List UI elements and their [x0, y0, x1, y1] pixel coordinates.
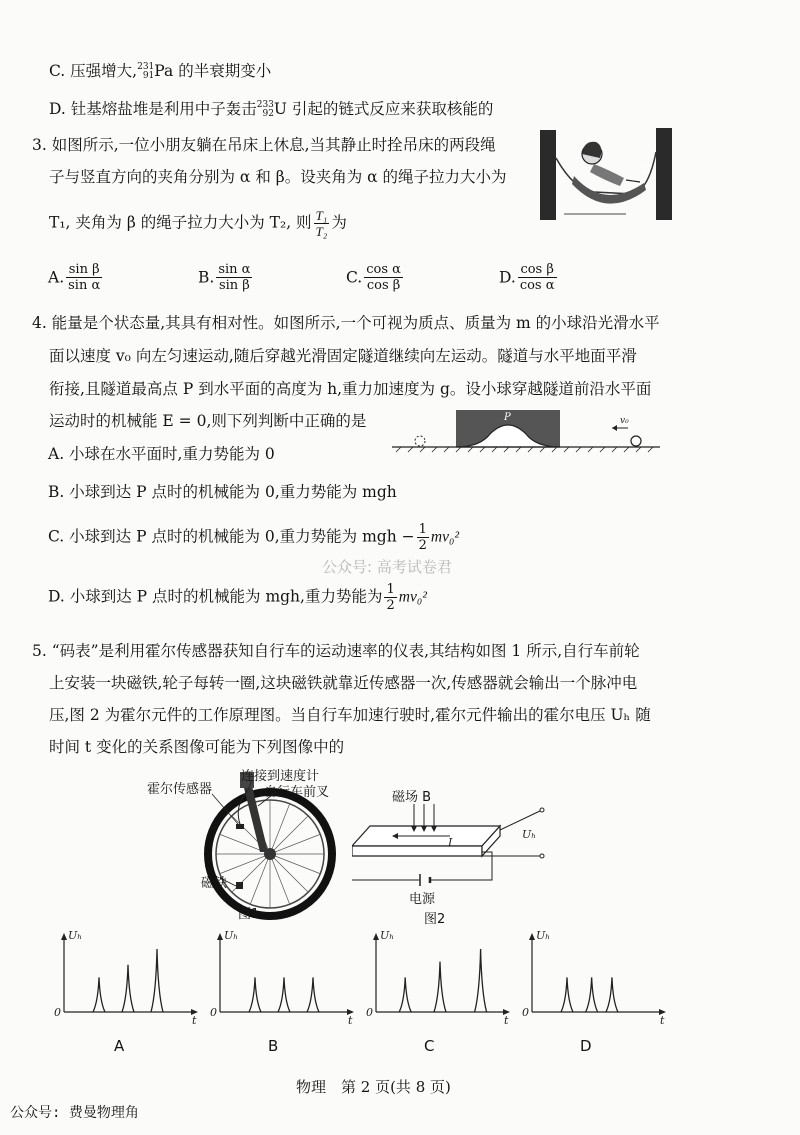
option-d-end: 引起的链式反应来获取核能的 — [287, 100, 494, 118]
graph-D-pulse — [561, 977, 573, 1012]
q3-option-b-label: B. — [198, 268, 215, 287]
graph-A-y-label: Uₕ — [68, 930, 83, 942]
hall-voltage-label: Uₕ — [522, 828, 537, 841]
q4-option-a: A. 小球在水平面时,重力势能为 0 — [48, 445, 275, 463]
q3-option-a-fraction — [66, 262, 102, 293]
q4-option-d-fraction — [384, 582, 396, 613]
q3-option-c-num: cos α — [366, 262, 401, 277]
q3-ratio-den: T₂ — [315, 224, 328, 239]
graph-B-y-arrow-icon — [217, 933, 223, 940]
q4-option-d-text: D. 小球到达 P 点时的机械能为 mgh,重力势能为 — [48, 587, 383, 606]
q3-line3-end: 为 — [331, 213, 347, 232]
q4-line3: 衔接,且隧道最高点 P 到水平面的高度为 h,重力加速度为 g。设小球穿越隧道前沿水平面 — [49, 380, 652, 398]
child-leg-icon — [626, 180, 640, 182]
isotope-pa-number: 91 — [142, 71, 155, 81]
angle-beta-label: β — [642, 165, 648, 176]
q4-option-d-end: mv₀² — [398, 588, 427, 606]
q3-line2: 子与竖直方向的夹角分别为 α 和 β。设夹角为 α 的绳子拉力大小为 — [49, 168, 507, 186]
hall-sensor-icon — [236, 824, 244, 829]
q5-line1: 5. “码表”是利用霍尔传感器获知自行车的运动速率的仪表,其结构如图 1 所示,自行车前轮 — [32, 642, 640, 660]
graph-a-label: A — [114, 1037, 125, 1055]
isotope-pa-symbol: Pa — [154, 62, 174, 80]
graph-A-pulse — [151, 949, 163, 1012]
graph-C-x-label: t — [504, 1014, 509, 1027]
q4-line1: 4. 能量是个状态量,其具有相对性。如图所示,一个可视为质点、质量为 m 的小球沿光滑水平 — [32, 314, 660, 332]
current-label: I — [448, 836, 453, 849]
speedometer-connection-label: 连接到速度计 — [241, 769, 320, 784]
q3-option-d-den: cos α — [519, 278, 555, 293]
q3-option-d-num: cos β — [518, 262, 557, 278]
right-tree-trunk — [656, 128, 672, 220]
hammock-figure — [534, 128, 676, 223]
graph-D-pulse — [606, 977, 618, 1012]
q4-line2: 面以速度 v₀ 向左匀速运动,随后穿越光滑固定隧道继续向左运动。隧道与水平地面平滑 — [49, 347, 637, 365]
q4-option-d-num: 1 — [386, 582, 395, 597]
graph-D-pulse — [586, 977, 598, 1012]
q3-option-b-num: sin α — [218, 262, 251, 277]
watermark-middle: 公众号: 高考试卷君 — [322, 558, 452, 576]
q3-line3-text: T₁, 夹角为 β 的绳子拉力大小为 T₂, 则 — [49, 213, 312, 232]
isotope-u-number: 92 — [262, 109, 274, 119]
voltage-time-graphs — [50, 930, 710, 1030]
graph-C-y-arrow-icon — [373, 933, 379, 940]
q3-option-c-fraction — [364, 262, 403, 293]
graph-A-y-arrow-icon — [61, 933, 67, 940]
q4-line4: 运动时的机械能 E = 0,则下列判断中正确的是 — [49, 412, 367, 430]
isotope-pa-mass: 231 — [137, 62, 155, 72]
isotope-u-symbol: U — [273, 100, 287, 118]
option-d-line — [49, 98, 493, 120]
graph-B-origin-label: 0 — [210, 1006, 217, 1019]
q3-line3 — [49, 208, 347, 239]
q4-option-c-end: mv₀² — [430, 528, 459, 546]
graph-B-pulse — [249, 977, 261, 1012]
q4-option-d — [48, 582, 427, 613]
velocity-label: v₀ — [620, 416, 629, 426]
watermark-bottom: 公众号: 费曼物理角 — [10, 1105, 139, 1121]
q4-option-c-fraction — [417, 522, 429, 553]
q3-option-a-num: sin β — [66, 262, 102, 278]
isotope-pa-numbers — [137, 63, 154, 81]
left-tree-trunk — [540, 130, 556, 220]
power-supply-label: 电源 — [409, 892, 436, 907]
terminal-top-icon — [540, 808, 544, 812]
q4-option-d-den: 2 — [386, 598, 395, 613]
option-c-end: 的半衰期变小 — [173, 62, 272, 80]
tunnel-point-p-label: P — [504, 412, 511, 423]
page-number: 物理 第 2 页(共 8 页) — [296, 1078, 451, 1096]
magnet-label: 磁铁 — [201, 876, 228, 891]
q3-option-d — [499, 262, 559, 293]
isotope-u-numbers — [257, 101, 274, 119]
graph-B-pulse — [278, 977, 290, 1012]
graph-D-origin-label: 0 — [522, 1006, 529, 1019]
magnet-icon — [236, 882, 243, 889]
q3-option-b — [198, 262, 254, 293]
hall-sensor-label: 霍尔传感器 — [147, 782, 213, 797]
q3-option-b-fraction — [216, 262, 252, 293]
ball-icon — [631, 436, 641, 446]
option-c-line — [49, 60, 271, 82]
graph-d-label: D — [580, 1037, 592, 1055]
graph-C-pulse — [399, 977, 411, 1012]
graph-D-y-label: Uₕ — [536, 930, 551, 942]
option-c-text: C. 压强增大, — [49, 62, 138, 80]
q4-option-c-den: 2 — [418, 538, 427, 553]
q3-ratio-fraction — [314, 208, 330, 239]
graph-A-pulse — [122, 965, 134, 1012]
figure2-caption: 图2 — [424, 912, 446, 927]
q3-option-d-label: D. — [499, 268, 516, 287]
isotope-u-mass: 233 — [256, 100, 274, 110]
q4-option-b: B. 小球到达 P 点时的机械能为 0,重力势能为 mgh — [48, 483, 397, 501]
q3-option-d-fraction — [518, 262, 557, 293]
q3-option-c — [346, 262, 405, 293]
graph-D-y-arrow-icon — [529, 933, 535, 940]
graph-C-pulse — [434, 962, 446, 1012]
q3-option-a-label: A. — [48, 268, 65, 287]
q5-line4: 时间 t 变化的关系图像可能为下列图像中的 — [49, 738, 345, 756]
option-d-text: D. 钍基熔盐堆是利用中子轰击 — [49, 100, 257, 118]
q4-option-c — [48, 522, 459, 553]
terminal-bottom-icon — [540, 854, 544, 858]
graph-B-x-label: t — [348, 1014, 353, 1027]
tunnel-figure — [390, 406, 665, 458]
figure1-caption: 图1 — [238, 907, 260, 922]
front-fork-label: 自行车前叉 — [264, 785, 330, 800]
q3-line1: 3. 如图所示,一位小朋友躺在吊床上休息,当其静止时拴吊床的两段绳 — [32, 136, 496, 154]
hall-plate-front — [352, 846, 482, 856]
q5-line2: 上安装一块磁铁,轮子每转一圈,这块磁铁就靠近传感器一次,传感器就会输出一个脉冲电 — [49, 674, 638, 692]
q4-option-c-num: 1 — [418, 522, 427, 537]
child-body-icon — [590, 164, 624, 186]
q3-option-c-den: cos β — [366, 278, 401, 293]
magnetic-field-label: 磁场 B — [392, 790, 432, 805]
q3-option-b-den: sin β — [218, 278, 250, 293]
graph-C-y-label: Uₕ — [380, 930, 395, 942]
graph-B-pulse — [307, 977, 319, 1012]
graph-A-x-label: t — [192, 1014, 197, 1027]
q3-ratio-num: T₁ — [315, 208, 328, 223]
graph-b-label: B — [268, 1037, 279, 1055]
graph-C-pulse — [475, 949, 487, 1012]
voltage-lead-top — [500, 810, 542, 830]
angle-alpha-label: α — [560, 175, 567, 186]
velocity-arrowhead-icon — [612, 425, 617, 431]
graph-D-x-label: t — [660, 1014, 665, 1027]
q3-option-a — [48, 262, 104, 293]
graph-B-y-label: Uₕ — [224, 930, 239, 942]
q4-option-c-text: C. 小球到达 P 点时的机械能为 0,重力势能为 mgh − — [48, 527, 415, 546]
graph-A-origin-label: 0 — [54, 1006, 61, 1019]
ground-hatch — [396, 447, 653, 452]
q3-option-c-label: C. — [346, 268, 363, 287]
graph-c-label: C — [424, 1037, 435, 1055]
hall-element-figure — [352, 790, 552, 900]
q5-line3: 压,图 2 为霍尔元件的工作原理图。当自行车加速行驶时,霍尔元件输出的霍尔电压 Uₕ 随 — [49, 706, 651, 724]
q3-option-a-den: sin α — [68, 278, 101, 293]
ball-final-position-icon — [415, 436, 425, 446]
graph-C-origin-label: 0 — [366, 1006, 373, 1019]
hammock-knot-icon — [643, 179, 646, 182]
graph-A-pulse — [93, 977, 105, 1012]
